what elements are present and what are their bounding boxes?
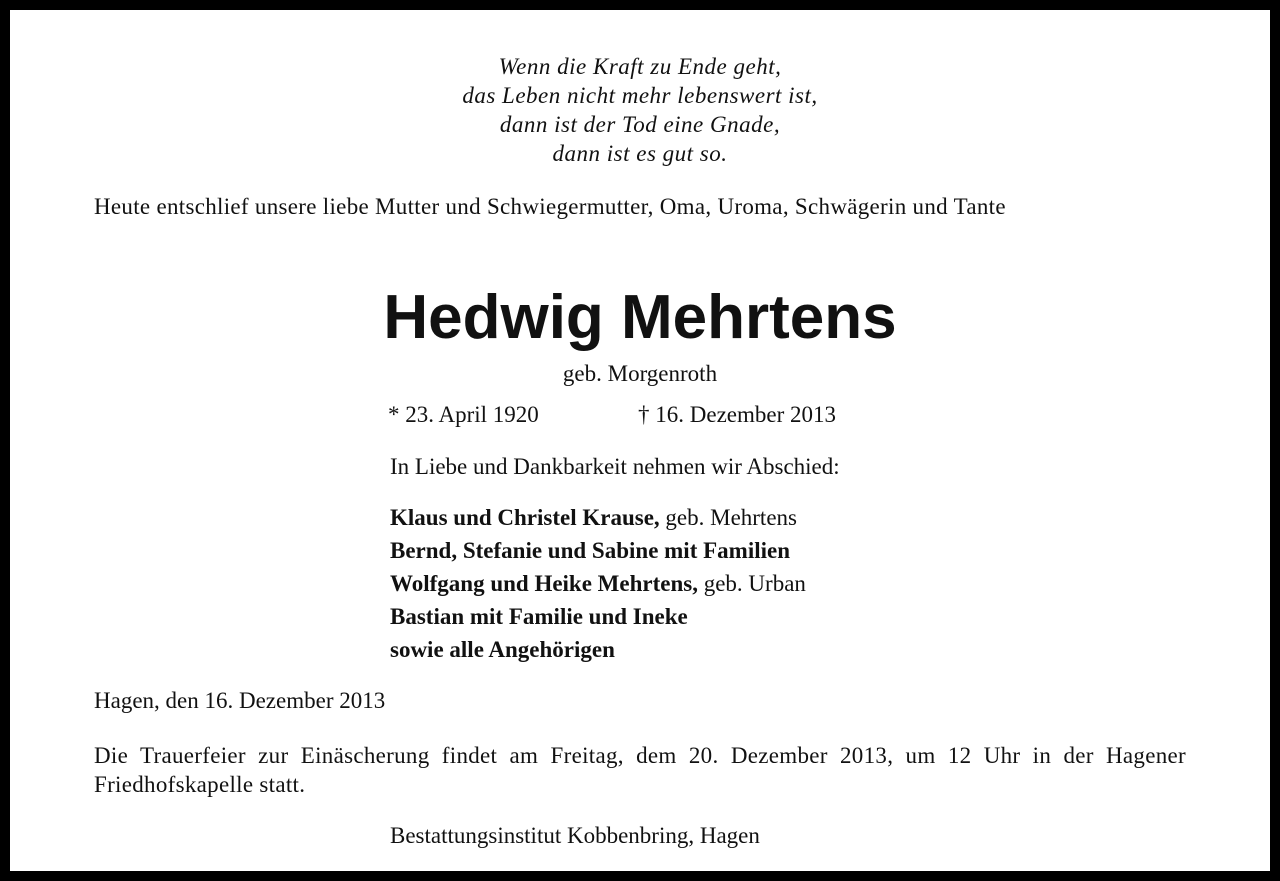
poem-line: dann ist der Tod eine Gnade, [499, 112, 781, 137]
obituary-notice [10, 10, 1270, 871]
birth-date: * 23. April 1920 [388, 402, 539, 427]
mourner-entry [390, 501, 806, 534]
farewell-text: In Liebe und Dankbarkeit nehmen wir Abschied: [390, 454, 840, 479]
poem-line: Wenn die Kraft zu Ende geht, [498, 54, 782, 79]
place-date: Hagen, den 16. Dezember 2013 [94, 688, 386, 713]
mourner-name: Bastian mit Familie und Ineke [390, 604, 688, 629]
mourner-name: sowie alle Angehörigen [390, 637, 615, 662]
undertaker: Bestattungsinstitut Kobbenbring, Hagen [390, 823, 760, 848]
poem-line: das Leben nicht mehr lebenswert ist, [462, 83, 818, 108]
intro-text: Heute entschlief unsere liebe Mutter und Schwiegermutter, Oma, Uroma, Schwägerin und Tante [94, 194, 1006, 219]
mourner-note: geb. Mehrtens [659, 505, 797, 530]
mourner-name: Wolfgang und Heike Mehrtens, [390, 571, 698, 596]
mourner-entry [390, 633, 806, 666]
mourner-note: geb. Urban [697, 571, 806, 596]
mourner-entry [390, 567, 806, 600]
death-date: † 16. Dezember 2013 [638, 402, 836, 427]
mourner-name: Bernd, Stefanie und Sabine mit Familien [390, 538, 790, 563]
mourner-name: Klaus und Christel Krause, [390, 505, 660, 530]
mourners-list [390, 501, 806, 666]
deceased-name: Hedwig Mehrtens [383, 283, 897, 352]
maiden-name: geb. Morgenroth [562, 361, 718, 386]
poem [0, 52, 1280, 168]
ceremony-info: Die Trauerfeier zur Einäscherung findet am Freitag, dem 20. Dezember 2013, um 12 Uhr in der Hagener Friedhofskapelle statt. [94, 743, 1186, 797]
poem-line: dann ist es gut so. [552, 141, 728, 166]
mourner-entry [390, 600, 806, 633]
mourner-entry [390, 534, 806, 567]
